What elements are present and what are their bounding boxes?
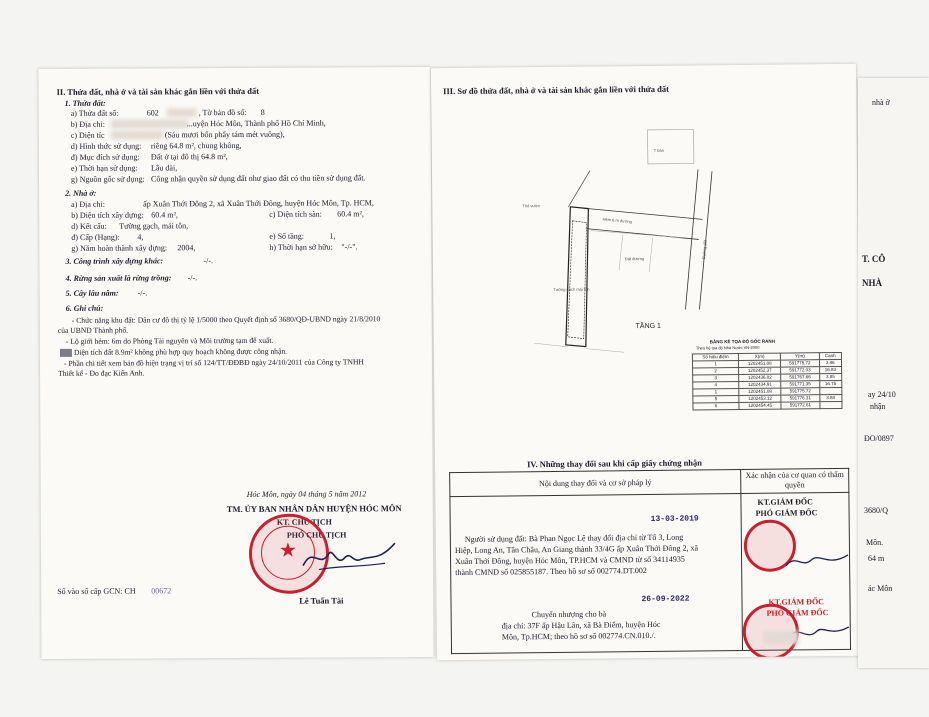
coord-table-subtitle: Theo hệ tọa độ Nhà Nước VN-2000	[695, 344, 760, 351]
other-works-value: -/-.	[203, 256, 214, 266]
certificate-right-page	[431, 64, 862, 660]
land-parcel-map	[471, 109, 734, 362]
change-entry-line: Chuyển nhượng cho bà	[531, 609, 607, 620]
issuing-authority: TM. ỦY BAN NHÂN DÂN HUYỆN HÓC MÔN	[226, 503, 402, 515]
next-page-edge	[858, 78, 929, 668]
coord-cell: 591775.72	[781, 360, 819, 367]
signer-name: Lê Tuấn Tài	[299, 595, 344, 606]
change-entry-line: địa chỉ: 37F ấp Hậu Lân, xã Bà Điểm, huyện Hóc	[501, 619, 661, 631]
land-area-label: c) Diện tíc	[70, 130, 105, 140]
note-line: - Phần chi tiết xem bản đồ hiện trạng vị trí số 124/TT/ĐĐBĐ ngày 24/10/2011 của Công ty TNHH	[63, 357, 364, 368]
coord-header: Y(m)	[781, 353, 819, 360]
house-structure-value: Tường gạch, mái tôn,	[119, 221, 189, 231]
change-entry-line: Môn, Tp.HCM; theo hồ sơ số 002774.CN.010./.	[501, 630, 656, 642]
coord-cell: 1202454.45	[739, 402, 781, 409]
house-ownership-term-label: h) Thời hạn sở hữu:	[269, 242, 333, 252]
coord-cell: 1202434.91	[739, 381, 781, 388]
map-road-label: Đường đất	[700, 239, 708, 260]
edge-text: nhà ở	[872, 98, 890, 107]
confirm-kt: KT.GIÁM ĐỐC	[768, 597, 824, 607]
map-lane-label-2: Đất đường	[624, 256, 645, 262]
land-use-form-label: d) Hình thức sử dụng:	[70, 141, 142, 151]
forest-value: -/-.	[187, 273, 198, 283]
coord-cell: 1	[693, 389, 739, 396]
change-entry-date: 26-09-2022	[641, 594, 690, 605]
house-storeys-value: 1,	[329, 231, 336, 241]
change-entry-line: Hiệp, Long An, Tân Châu, An Giang thành 33/4G ấp Xuân Thới Đông 2, xã	[454, 543, 699, 556]
change-entry-line: Xuân Thới Đông, huyện Hóc Môn, TP.HCM và CMND từ số 34114935	[455, 554, 685, 567]
land-address-label: b) Địa chỉ:	[70, 119, 105, 129]
section-iv-title: IV. Những thay đổi sau khi cấp giấy chứng nhận	[527, 457, 703, 470]
coord-row	[693, 401, 842, 410]
coord-cell: 16.75	[819, 380, 842, 387]
note-line: Thiết kế - Đo đạc Kiến Anh.	[58, 368, 145, 378]
perennial-heading: 5. Cây lâu năm:	[65, 288, 119, 298]
coord-cell: 1202436.02	[739, 374, 781, 381]
note-line: của UBND Thành phố.	[57, 325, 129, 335]
house-address-label: a) Địa chỉ:	[71, 199, 105, 209]
coord-cell: 591772.03	[781, 367, 819, 374]
house-storeys-label: e) Số tầng:	[269, 231, 305, 241]
change-entry-line: thành CMND số 025855187. Theo hồ sơ số 002774.DT.002	[455, 566, 647, 578]
house-grade-label: đ) Cấp (Hạng):	[71, 232, 120, 242]
house-year-label: g) Năm hoàn thành xây dựng:	[71, 243, 168, 253]
house-built-area-label: b) Diện tích xây dựng:	[71, 210, 144, 220]
edge-text: T. CÔ	[862, 254, 886, 264]
change-entry-date: 13-03-2019	[650, 514, 699, 524]
land-address-value: ...uyện Hóc Môn, Thành phố Hồ Chí Minh,	[186, 118, 326, 129]
house-ownership-term-value: "-/-".	[341, 242, 358, 252]
section-ii-title: II. Thửa đất, nhà ở và tài sản khác gắn liền với thửa đất	[56, 85, 260, 97]
coord-table-title: BẢNG KÊ TỌA ĐỘ GÓC RANH	[709, 338, 775, 345]
land-term-label: e) Thời hạn sử dụng:	[70, 163, 138, 173]
signer-role-vice: PHÓ CHỦ TỊCH	[286, 530, 347, 540]
coord-cell: 1202451.08	[739, 388, 781, 395]
note-line: - Chức năng khu đất: Dân cư đô thị tỷ lệ 1/5000 theo Quyết định số 3680/QĐ-UBND ngày 21/8/2010	[71, 314, 381, 325]
house-heading: 2. Nhà ở:	[65, 188, 97, 198]
certificate-left-page	[38, 67, 433, 659]
other-works-heading: 3. Công trình xây dựng khác:	[65, 256, 164, 266]
official-seal: ★	[249, 514, 329, 594]
house-floor-area-value: 60.4 m²,	[337, 209, 364, 219]
coord-cell: 2	[693, 368, 739, 375]
land-term-value: Lâu dài,	[150, 163, 178, 173]
edge-text: ĐO/0897	[864, 434, 894, 443]
confirm-vice: PHÓ GIÁM ĐỐC	[766, 608, 829, 618]
edge-text: nhận	[870, 402, 886, 411]
coord-cell: 3.88	[819, 394, 842, 401]
gcn-number-label: Số vào sổ cấp GCN: CH	[57, 586, 136, 596]
map-neighbor-label: Thổ vườn	[522, 203, 540, 209]
coord-cell	[819, 401, 842, 408]
changes-column-confirm: Xác nhận của cơ quan có thẩm quyền	[741, 468, 849, 493]
edge-text: 64 m	[868, 554, 885, 563]
map-floor-label: TẦNG 1	[635, 322, 661, 331]
coord-cell: 591767.66	[781, 374, 819, 381]
house-year-value: 2004,	[177, 243, 196, 253]
edge-text: NHÀ	[862, 278, 882, 288]
edge-text: Môn.	[866, 538, 884, 547]
gcn-number-value: 00672	[151, 586, 172, 596]
coord-cell: 3.85	[819, 373, 842, 380]
redacted-mark	[60, 349, 72, 357]
coord-header: Số hiệu điểm	[692, 354, 738, 361]
notes-heading: 6. Ghi chú:	[65, 303, 104, 313]
coord-cell: 1202451.08	[739, 360, 781, 367]
coordinate-table	[692, 352, 843, 411]
edge-text: ác Môn	[868, 584, 893, 593]
handwritten-signature	[299, 539, 399, 576]
coord-cell: 6	[693, 403, 739, 410]
land-origin-value: Công nhận quyền sử dụng đất như giao đất có thu tiền sử dụng đất.	[151, 173, 366, 184]
house-built-area-value: 60.4 m²,	[151, 210, 178, 220]
coord-cell: 591771.35	[781, 381, 819, 388]
house-floor-area-label: c) Diện tích sàn:	[269, 209, 322, 219]
edge-text: ay 24/10	[868, 390, 896, 399]
house-address-value: ấp Xuân Thới Đông 2, xã Xuân Thới Đông, huyện Hóc Môn, Tp. HCM,	[143, 198, 374, 209]
coord-cell: 3.86	[819, 359, 842, 366]
section-iii-title: III. Sơ đồ thửa đất, nhà ở và tài sản khác gắn liền với thửa đất	[443, 83, 669, 97]
change-entry-line: Người sử dụng đất: Bà Phan Ngọc Lệ thay đổi địa chỉ từ Tổ 3, Long	[464, 532, 684, 544]
coord-cell: 1202453.12	[739, 395, 781, 402]
land-purpose-label: đ) Mục đích sử dụng:	[70, 152, 140, 162]
note-line: - Lộ giới hẻm: 6m do Phòng Tài nguyên và Môi trường tạm để xuất.	[65, 335, 274, 346]
changes-column-content: Nội dung thay đổi và cơ sở pháp lý	[450, 470, 741, 497]
land-sheet-label: , Tờ bản đồ số:	[198, 107, 247, 118]
coord-cell: 4	[693, 382, 739, 389]
coord-cell: 591775.72	[781, 388, 819, 395]
confirm-vice: PHÓ GIÁM ĐỐC	[755, 508, 818, 518]
confirm-kt: KT.GIÁM ĐỐC	[757, 497, 813, 507]
edge-text: 3680/Q	[864, 506, 888, 515]
land-origin-label: g) Nguồn gốc sử dụng:	[71, 174, 145, 184]
coord-cell: 16.83	[819, 366, 842, 373]
house-grade-value: 4,	[137, 232, 144, 242]
land-use-form-value: riêng 64.8 m², chung không,	[150, 140, 242, 151]
coord-cell: 5	[693, 396, 739, 403]
map-house-label: Tường gạch mái tôn	[553, 286, 590, 292]
land-area-value: (Sáu mươi bốn phẩy tám mét vuông),	[164, 129, 285, 140]
coord-cell: 1202452.37	[739, 367, 781, 374]
signer-role-kt: KT. CHỦ TỊCH	[276, 517, 332, 527]
coord-header: X(m)	[739, 353, 781, 360]
forest-heading: 4. Rừng sản xuất là rừng trồng:	[65, 273, 172, 283]
map-block-label: T bản	[653, 147, 664, 153]
perennial-value: -/-.	[137, 288, 148, 298]
handwritten-signature	[782, 549, 852, 574]
map-lane-label: Hẻm 6 m đường	[602, 216, 633, 225]
issue-date: Hóc Môn, ngày 04 tháng 5 năm 2012	[246, 489, 367, 499]
house-structure-label: d) Kết cấu:	[71, 221, 107, 231]
coord-cell: 1	[692, 361, 738, 368]
coord-cell: 591776.31	[781, 395, 819, 402]
note-line: Diện tích đất 8.9m² không phù hợp quy hoạch không được công nhận.	[73, 346, 288, 357]
changes-table	[449, 468, 851, 654]
coord-cell: 3	[693, 375, 739, 382]
coord-cell: 591772.61	[781, 402, 819, 409]
land-sheet-value: 8	[260, 107, 265, 117]
land-heading: 1. Thửa đất:	[64, 98, 106, 108]
land-parcel-label: a) Thửa đất số:	[70, 108, 119, 118]
coord-header: Cạnh	[819, 352, 842, 359]
land-parcel-value: 602	[146, 108, 159, 118]
land-purpose-value: Đất ở tại đô thị 64.8 m²,	[150, 152, 228, 162]
